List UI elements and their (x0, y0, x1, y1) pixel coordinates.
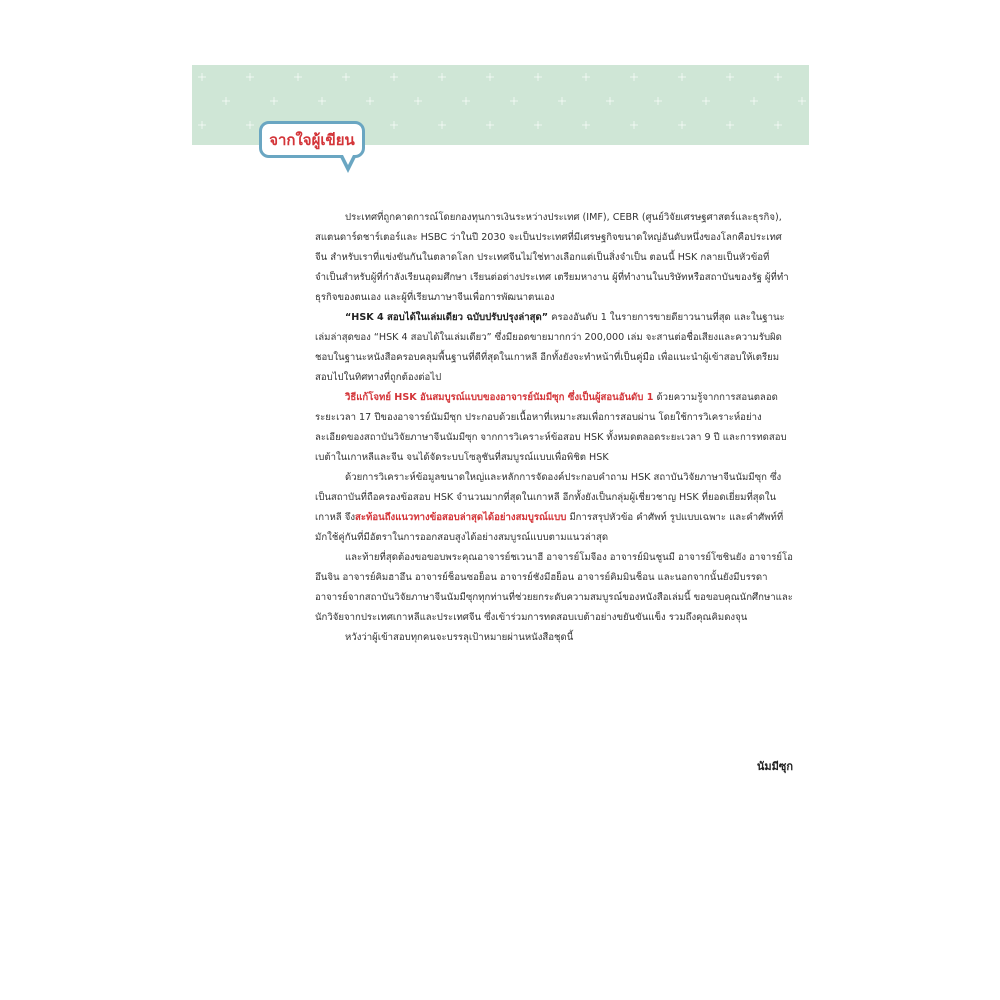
author-signature: นัมมีซุก (756, 760, 793, 773)
speech-bubble-tail (337, 155, 359, 175)
highlight-latest-trend: สะท้อนถึงแนวทางข้อสอบล่าสุดได้อย่างสมบูรณ์แบบ (355, 512, 567, 523)
section-title-box (259, 121, 365, 158)
paragraph-4 (315, 468, 793, 548)
paragraph-6: หวังว่าผู้เข้าสอบทุกคนจะบรรลุเป้าหมายผ่านหนังสือชุดนี้ (345, 632, 574, 643)
paragraph-2-text: ครองอันดับ 1 ในรายการขายดียาวนานที่สุด และในฐานะเล่มล่าสุดของ “HSK 4 สอบได้ในเล่มเดียว” ซึ่งมียอดขายมากกว่า 200,000 เล่ม จะสานต่อชื่อเสียงและความรับผิดชอบในฐานะหนังสือครอบคลุมพื้นฐานที่ดีที่สุดในเกาหลี อีกทั้งยังจะทำหน้าที่เป็นคู่มือ เพื่อแนะนำผู้เข้าสอบให้เตรียมสอบไปในทิศทางที่ถูกต้องต่อไป (315, 312, 785, 383)
section-title: จากใจผู้เขียน (269, 130, 355, 149)
paragraph-4-start: ด้วยการวิเคราะห์ข้อมูลขนาดใหญ่และหลักการจัดองค์ประกอบคำถาม HSK สถาบันวิจัยภาษาจีนนัมมีซุก ซึ่งเป็นสถาบันที่ถือครองข้อสอบ HSK จำนวนมากที่สุดในเกาหลี อีกทั้งยังเป็นกลุ่มผู้เชี่ยวชาญ HSK ที่ยอดเยี่ยมที่สุดในเกาหลี จึง (315, 472, 782, 523)
paragraph-1: ประเทศที่ถูกคาดการณ์โดยกองทุนการเงินระหว่างประเทศ (IMF), CEBR (ศูนย์วิจัยเศรษฐศาสตร์และธุรกิจ), สแตนดาร์ดชาร์เตอร์และ HSBC ว่าในปี 2030 จะเป็นประเทศที่มีเศรษฐกิจขนาดใหญ่อันดับหนึ่งของโลกคือประเทศจีน สำหรับเราที่แข่งขันกันในตลาดโลก ประเทศจีนไม่ใช่ทางเลือกแต่เป็นสิ่งจำเป็น ตอนนี้ HSK กลายเป็นหัวข้อที่จำเป็นสำหรับผู้ที่กำลังเรียนอุดมศึกษา เรียนต่อต่างประเทศ เตรียมหางาน ผู้ที่ทำงานในบริษัทหรือสถาบันของรัฐ ผู้ที่ทำธุรกิจของตนเอง และผู้ที่เรียนภาษาจีนเพื่อการพัฒนาตนเอง (315, 212, 789, 303)
book-title-quote: “HSK 4 สอบได้ในเล่มเดียว ฉบับปรับปรุงล่าสุด” (345, 312, 549, 323)
paragraph-3 (315, 388, 793, 468)
paragraph-5: และท้ายที่สุดต้องขอขอบพระคุณอาจารย์ชเวนาฮี อาจารย์โมจีอง อาจารย์มินชูนมี อาจารย์โซชินยัง อาจารย์โออึนจิน อาจารย์คิมฮาอึน อาจารย์ช็อนซอย็อน อาจารย์ชังมีฮย็อน อาจารย์คิมมินช็อน และนอกจากนั้นยังมีบรรดาอาจารย์จากสถาบันวิจัยภาษาจีนนัมมีซุกทุกท่านที่ช่วยยกระดับความสมบูรณ์ของหนังสือเล่มนี้ ขอขอบคุณนักศึกษาและนักวิจัยจากประเทศเกาหลีและประเทศจีน ซึ่งเข้าร่วมการทดสอบเบต้าอย่างขยันขันแข็ง รวมถึงคุณคิมดงจุน (315, 552, 793, 623)
paragraph-3-text: ด้วยความรู้จากการสอนตลอดระยะเวลา 17 ปีของอาจารย์นัมมีซุก ประกอบด้วยเนื้อหาที่เหมาะสมเพื่อการสอบผ่าน โดยใช้การวิเคราะห์อย่างละเอียดของสถาบันวิจัยภาษาจีนนัมมีซุก จากการวิเคราะห์ข้อสอบ HSK ทั้งหมดตลอดระยะเวลา 9 ปี และการทดสอบเบต้าในเกาหลีและจีน จนได้จัดระบบโซลูชันที่สมบูรณ์แบบเพื่อพิชิต HSK (315, 392, 787, 463)
preface-body (315, 208, 793, 648)
paragraph-4-text: มีการสรุปหัวข้อ คำศัพท์ รูปแบบเฉพาะ และคำศัพท์ที่มักใช้คู่กันที่มีอัตราในการออกสอบสูงได้อย่างสมบูรณ์แบบตามแนวล่าสุด (315, 512, 784, 543)
highlight-method: วิธีแก้โจทย์ HSK อันสมบูรณ์แบบของอาจารย์นัมมีซุก ซึ่งเป็นผู้สอนอันดับ 1 (345, 392, 654, 403)
paragraph-2 (315, 308, 793, 388)
